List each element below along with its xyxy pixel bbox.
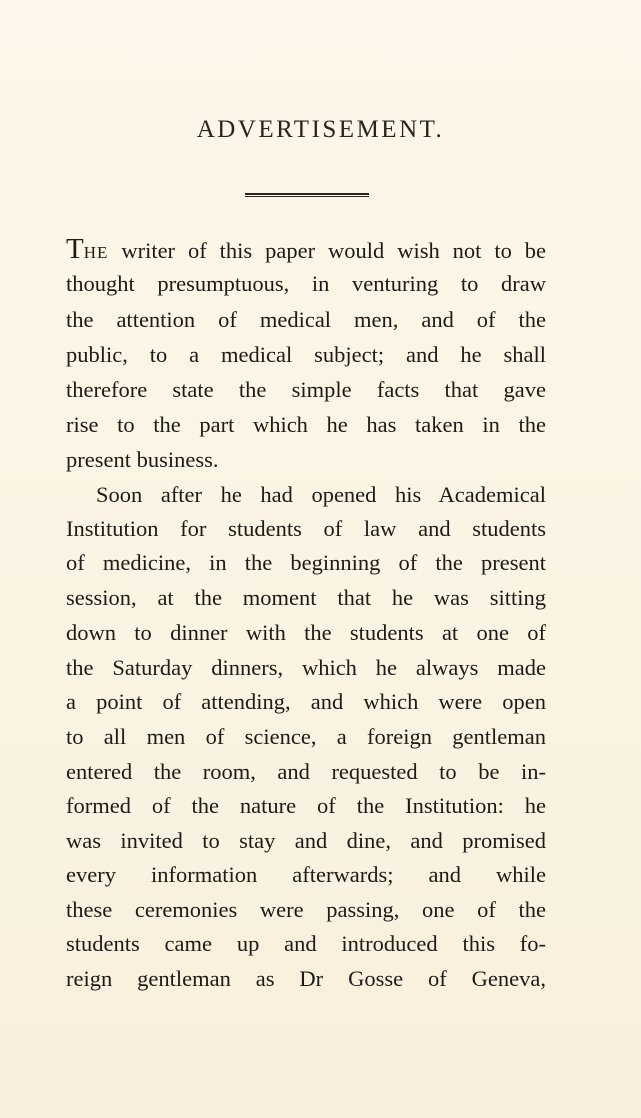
small-caps: HE bbox=[83, 243, 109, 262]
text-line: thought presumptuous, in venturing to draw bbox=[66, 271, 546, 296]
page-heading: ADVERTISEMENT. bbox=[196, 116, 445, 143]
text-line: therefore state the simple facts that gave bbox=[66, 377, 546, 402]
text-line: these ceremonies were passing, one of the bbox=[66, 897, 546, 922]
text-line: every information afterwards; and while bbox=[66, 862, 546, 887]
text-line: public, to a medical subject; and he shall bbox=[66, 342, 546, 367]
text-line: students came up and introduced this fo- bbox=[66, 931, 546, 956]
text-line: the Saturday dinners, which he always made bbox=[66, 655, 546, 680]
text-line: rise to the part which he has taken in the bbox=[66, 412, 546, 437]
text-line: was invited to stay and dine, and promised bbox=[66, 828, 546, 853]
heading-rule bbox=[245, 193, 369, 197]
text-line: the attention of medical men, and of the bbox=[66, 307, 546, 332]
text-line: down to dinner with the students at one of bbox=[66, 620, 546, 645]
text-line: entered the room, and requested to be in- bbox=[66, 759, 546, 784]
text-line: reign gentleman as Dr Gosse of Geneva, bbox=[66, 966, 546, 991]
text-line: session, at the moment that he was sitting bbox=[66, 585, 546, 610]
text-line: of medicine, in the beginning of the present bbox=[66, 550, 546, 575]
text-line: formed of the nature of the Institution: he bbox=[66, 793, 546, 818]
text-line: Institution for students of law and students bbox=[66, 516, 546, 541]
drop-cap: T bbox=[66, 233, 84, 265]
first-line-rest: writer of this paper would wish not to be bbox=[121, 238, 546, 263]
text-line: a point of attending, and which were open bbox=[66, 689, 546, 714]
text-line: Soon after he had opened his Academical bbox=[96, 482, 546, 507]
text-line-first bbox=[66, 233, 546, 266]
text-line: to all men of science, a foreign gentleman bbox=[66, 724, 546, 749]
text-line: present business. bbox=[66, 447, 219, 472]
